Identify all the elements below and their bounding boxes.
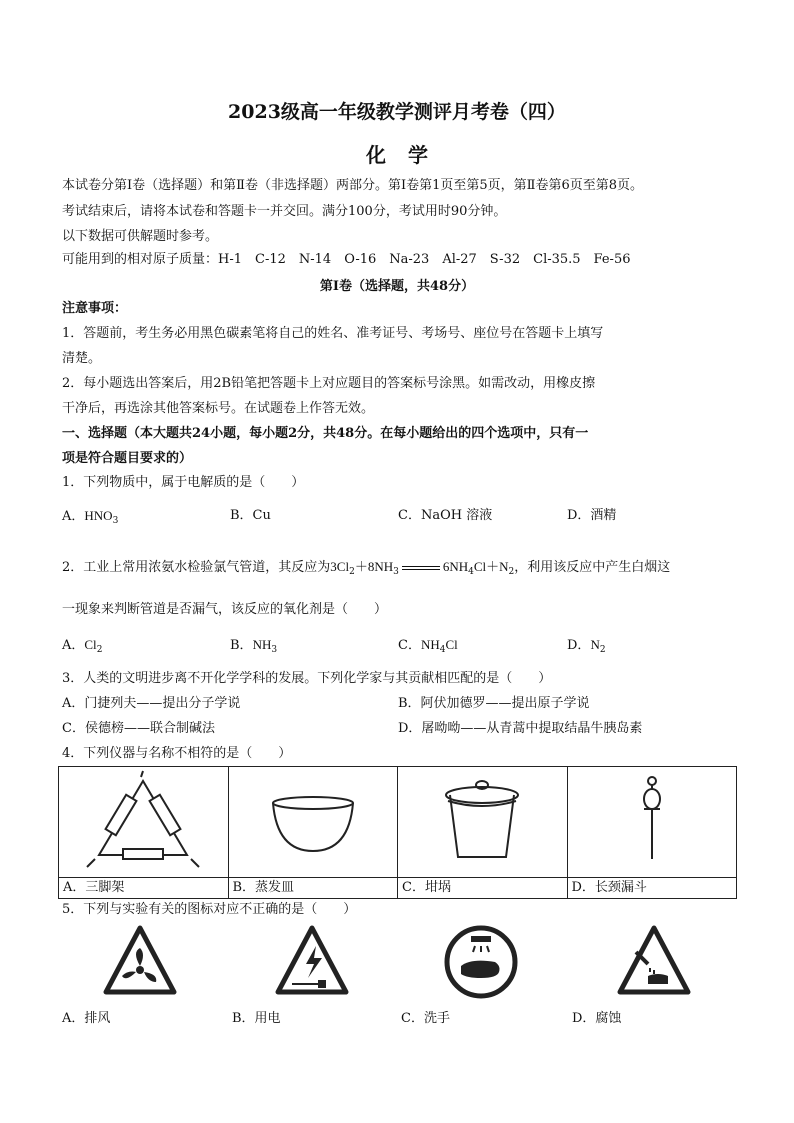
q2-c-formula: NH — [420, 637, 440, 652]
q2-d-subscript: 2 — [599, 645, 606, 655]
q5-option-b: B．用电 — [232, 1011, 281, 1026]
q2-stem-pre: 2．工业上常用浓氨水检验氯气管道，其反应为 — [62, 560, 331, 575]
crucible-cell — [398, 767, 568, 878]
q2-c-label: C． — [398, 638, 421, 653]
evaporating-dish-icon — [229, 767, 397, 873]
q2-b-subscript: 3 — [271, 645, 278, 655]
intro-line-4: 可能用到的相对原子质量：H-1 C-12 N-14 O-16 Na-23 Al-27 S-32 Cl-35.5 Fe-56 — [62, 252, 631, 267]
q1-option-a — [62, 507, 118, 526]
tripod-cell — [59, 767, 229, 878]
q2-option-b — [230, 636, 277, 655]
note-1-line-b: 清楚。 — [62, 351, 102, 366]
q2-c-subscript: 4 — [439, 645, 446, 655]
ventilation-icon — [100, 922, 180, 1002]
q3-option-d: D．屠呦呦——从青蒿中提取结晶牛胰岛素 — [398, 721, 643, 736]
q2-option-c — [398, 636, 458, 655]
safety-icons-row — [0, 922, 794, 1002]
q2-c-tail: Cl — [445, 637, 458, 652]
part-title-line-a: 一、选择题（本大题共24小题，每小题2分，共48分。在每小题给出的四个选项中，只有一 — [62, 426, 589, 441]
q2-reactant-2: ＋8NH — [354, 559, 394, 574]
equals-sign-icon — [402, 566, 440, 570]
q5-option-d: D．腐蚀 — [572, 1011, 622, 1026]
section-heading: 第Ⅰ卷（选择题，共48分） — [319, 279, 475, 294]
q1-a-subscript: 3 — [112, 516, 119, 526]
corrosion-icon — [614, 922, 694, 1002]
q4-option-a: A．三脚架 — [59, 878, 229, 899]
q3-stem: 3．人类的文明进步离不开化学学科的发展。下列化学家与其贡献相匹配的是（ ） — [62, 671, 552, 686]
funnel-cell — [567, 767, 737, 878]
q2-stem-line-2: 一现象来判断管道是否漏气，该反应的氧化剂是（ ） — [62, 602, 388, 617]
subject-title: 化学 — [366, 143, 450, 167]
apparatus-table — [58, 766, 737, 899]
note-2-line-b: 干净后，再选涂其他答案标号。在试题卷上作答无效。 — [62, 401, 375, 416]
intro-line-1: 本试卷分第Ⅰ卷（选择题）和第Ⅱ卷（非选择题）两部分。第Ⅰ卷第1页至第5页，第Ⅱ卷第6页至第8页。 — [62, 178, 644, 193]
q4-stem: 4．下列仪器与名称不相符的是（ ） — [62, 746, 292, 761]
q2-stem-line-1 — [62, 558, 670, 577]
q4-option-c: C．坩埚 — [398, 878, 568, 899]
q1-a-formula: HNO — [84, 508, 113, 523]
intro-line-3: 以下数据可供解题时参考。 — [62, 229, 219, 244]
q5-option-a: A．排风 — [62, 1011, 111, 1026]
q3-option-a: A．门捷列夫——提出分子学说 — [62, 696, 241, 711]
q4-option-d: D．长颈漏斗 — [567, 878, 737, 899]
q2-reactant-1: 3Cl — [330, 559, 350, 574]
q1-a-label: A． — [62, 509, 85, 524]
q2-option-d — [567, 636, 606, 655]
note-1-line-a: 1．答题前，考生务必用黑色碳素笔将自己的姓名、准考证号、考场号、座位号在答题卡上填写 — [62, 326, 604, 341]
q4-option-b: B．蒸发皿 — [228, 878, 398, 899]
q2-option-a — [62, 636, 102, 655]
q2-a-formula: Cl — [84, 637, 97, 652]
q2-a-label: A． — [62, 638, 85, 653]
q2-stem-post: ，利用该反应中产生白烟这 — [514, 560, 671, 575]
crucible-icon — [398, 767, 566, 873]
notes-label: 注意事项： — [62, 301, 128, 316]
intro-line-2: 考试结束后，请将本试卷和答题卡一并交回。满分100分，考试用时90分钟。 — [62, 204, 507, 219]
q2-p2-sub: 2 — [508, 567, 515, 577]
exam-title: 2023级高一年级教学测评月考卷（四） — [228, 101, 566, 123]
q2-r1-sub: 2 — [349, 567, 355, 577]
electricity-icon — [272, 922, 352, 1002]
q5-option-c: C．洗手 — [401, 1011, 450, 1026]
hand-washing-icon — [441, 922, 521, 1002]
q2-product-1: 6NH — [442, 559, 469, 574]
evaporating-dish-cell — [228, 767, 398, 878]
q1-option-b: B．Cu — [230, 508, 271, 523]
q5-stem: 5．下列与实验有关的图标对应不正确的是（ ） — [62, 902, 357, 917]
q2-r2-sub: 3 — [393, 567, 399, 577]
q2-d-label: D． — [567, 638, 591, 653]
q1-option-c: C．NaOH 溶液 — [398, 508, 493, 523]
q2-b-formula: NH — [252, 637, 272, 652]
separatory-funnel-icon — [568, 767, 736, 873]
q2-product-2: Cl＋N — [473, 559, 509, 574]
q1-stem: 1．下列物质中，属于电解质的是（ ） — [62, 475, 305, 490]
pipeclay-triangle-icon — [59, 767, 227, 873]
q2-a-subscript: 2 — [96, 645, 103, 655]
q2-b-label: B． — [230, 638, 253, 653]
q2-d-formula: N — [590, 637, 600, 652]
note-2-line-a: 2．每小题选出答案后，用2B铅笔把答题卡上对应题目的答案标号涂黑。如需改动，用橡皮擦 — [62, 376, 596, 391]
q2-p1-sub: 4 — [468, 567, 474, 577]
part-title-line-b: 项是符合题目要求的） — [62, 451, 193, 466]
q1-option-d: D．酒精 — [567, 508, 617, 523]
q3-option-b: B．阿伏加德罗——提出原子学说 — [398, 696, 590, 711]
q3-option-c: C．侯德榜——联合制碱法 — [62, 721, 215, 736]
